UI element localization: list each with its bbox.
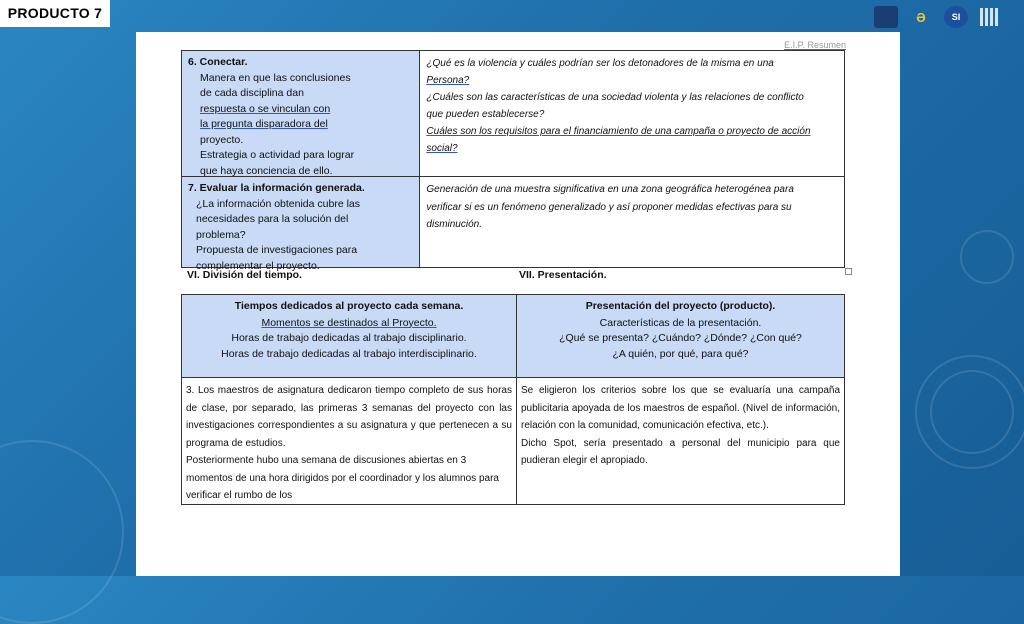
time-line: Momentos se destinados al Proyecto. [261, 316, 437, 329]
presentation-line: ¿Qué se presenta? ¿Cuándo? ¿Dónde? ¿Con qué? [559, 332, 802, 344]
presentation-line: ¿A quién, por qué, para qué? [612, 347, 749, 360]
slide-title: PRODUCTO 7 [0, 0, 110, 27]
prompt-line: de cada disciplina dan [200, 87, 304, 99]
connect-answer-cell [420, 51, 845, 177]
connect-heading: 6. Conectar. [188, 56, 248, 68]
presentation-body-paragraph: Se eligieron los criterios sobre los que se evaluaría una campaña publicitaria apoyada de los maestros de español. (Nivel de información, relación con la comunidad, comunicación efectiva, etc.). [521, 385, 840, 431]
prompt-line: la pregunta disparadora del [200, 118, 328, 130]
answer-line: Generación de una muestra significativa en una zona geográfica heterogénea para [426, 184, 794, 195]
prompt-line: Propuesta de investigaciones para [196, 244, 358, 256]
presentation-heading: Presentación del proyecto (producto). [585, 300, 776, 312]
time-presentation-table [181, 294, 845, 505]
answer-line: Persona? [426, 75, 470, 86]
answer-line: verificar si es un fenómeno generalizado y así proponer medidas efectivas para su [426, 201, 792, 213]
answer-line: ¿Qué es la violencia y cuáles podrían ser los detonadores de la misma en una [426, 58, 774, 69]
time-body-paragraph: Posteriormente hubo una semana de discusiones abiertas en 3 momentos de una hora dirigidos por el coordinador y los alumnos para verificar el rumbo de los [186, 455, 499, 501]
prompt-line: que haya conciencia de ello. [200, 164, 333, 177]
presentation-body-paragraph: Dicho Spot, sería presentado a personal del municipio para que pudieran elegir el apropiado. [521, 437, 840, 466]
resize-handle [845, 268, 852, 275]
bars-logo [976, 6, 1004, 28]
answer-line: disminución. [426, 219, 482, 230]
answer-line: social? [426, 143, 458, 154]
evaluate-prompt-cell [182, 177, 420, 272]
prompt-line: proyecto. [200, 133, 244, 146]
background-circle [960, 230, 1014, 284]
ipn-logo: Ә [916, 9, 926, 25]
background-circle [915, 355, 1024, 469]
section-heading-time: VI. División del tiempo. [187, 269, 302, 281]
presentation-line: Características de la presentación. [599, 316, 762, 329]
time-body-cell [182, 378, 517, 505]
answer-line: Cuáles son los requisitos para el financiamiento de una campaña o proyecto de acción [426, 126, 811, 137]
presentation-header-cell [517, 295, 845, 378]
time-line: Horas de trabajo dedicadas al trabajo interdisciplinario. [221, 347, 477, 360]
prompt-line: Manera en que las conclusiones [200, 71, 351, 84]
connect-evaluate-table [181, 50, 845, 272]
time-header-cell [182, 295, 517, 378]
presentation-body-cell [517, 378, 845, 505]
time-body-paragraph: 3. Los maestros de asignatura dedicaron tiempo completo de sus horas de clase, por separado, las primeras 3 semanas del proyecto con las investigaciones correspondientes a su asignatura y que pertenecen a su programa de estudios. [186, 385, 512, 449]
prompt-line: problema? [196, 228, 246, 241]
answer-line: que pueden establecerse? [426, 109, 545, 120]
si-logo: SI [944, 6, 968, 28]
prompt-line: ¿La información obtenida cubre las [196, 197, 361, 210]
prompt-line: Estrategia o actividad para lograr [200, 149, 355, 161]
logo-bar [874, 4, 1004, 30]
header-note: E.I.P. Resumen [784, 40, 846, 50]
unam-logo [874, 6, 898, 28]
background-circle [0, 440, 124, 624]
evaluate-answer-cell [420, 177, 845, 268]
section-heading-presentation: VII. Presentación. [519, 269, 607, 281]
prompt-line: complementar el proyecto. [196, 259, 320, 272]
prompt-line: respuesta o se vinculan con [200, 102, 331, 115]
answer-line: ¿Cuáles son las características de una sociedad violenta y las relaciones de conflicto [426, 92, 804, 103]
time-line: Horas de trabajo dedicadas al trabajo disciplinario. [231, 332, 467, 344]
prompt-line: necesidades para la solución del [196, 213, 349, 225]
connect-prompt-cell [182, 51, 420, 177]
evaluate-heading: 7. Evaluar la información generada. [188, 182, 365, 194]
document-page [136, 32, 900, 576]
time-heading: Tiempos dedicados al proyecto cada semana. [234, 300, 464, 312]
